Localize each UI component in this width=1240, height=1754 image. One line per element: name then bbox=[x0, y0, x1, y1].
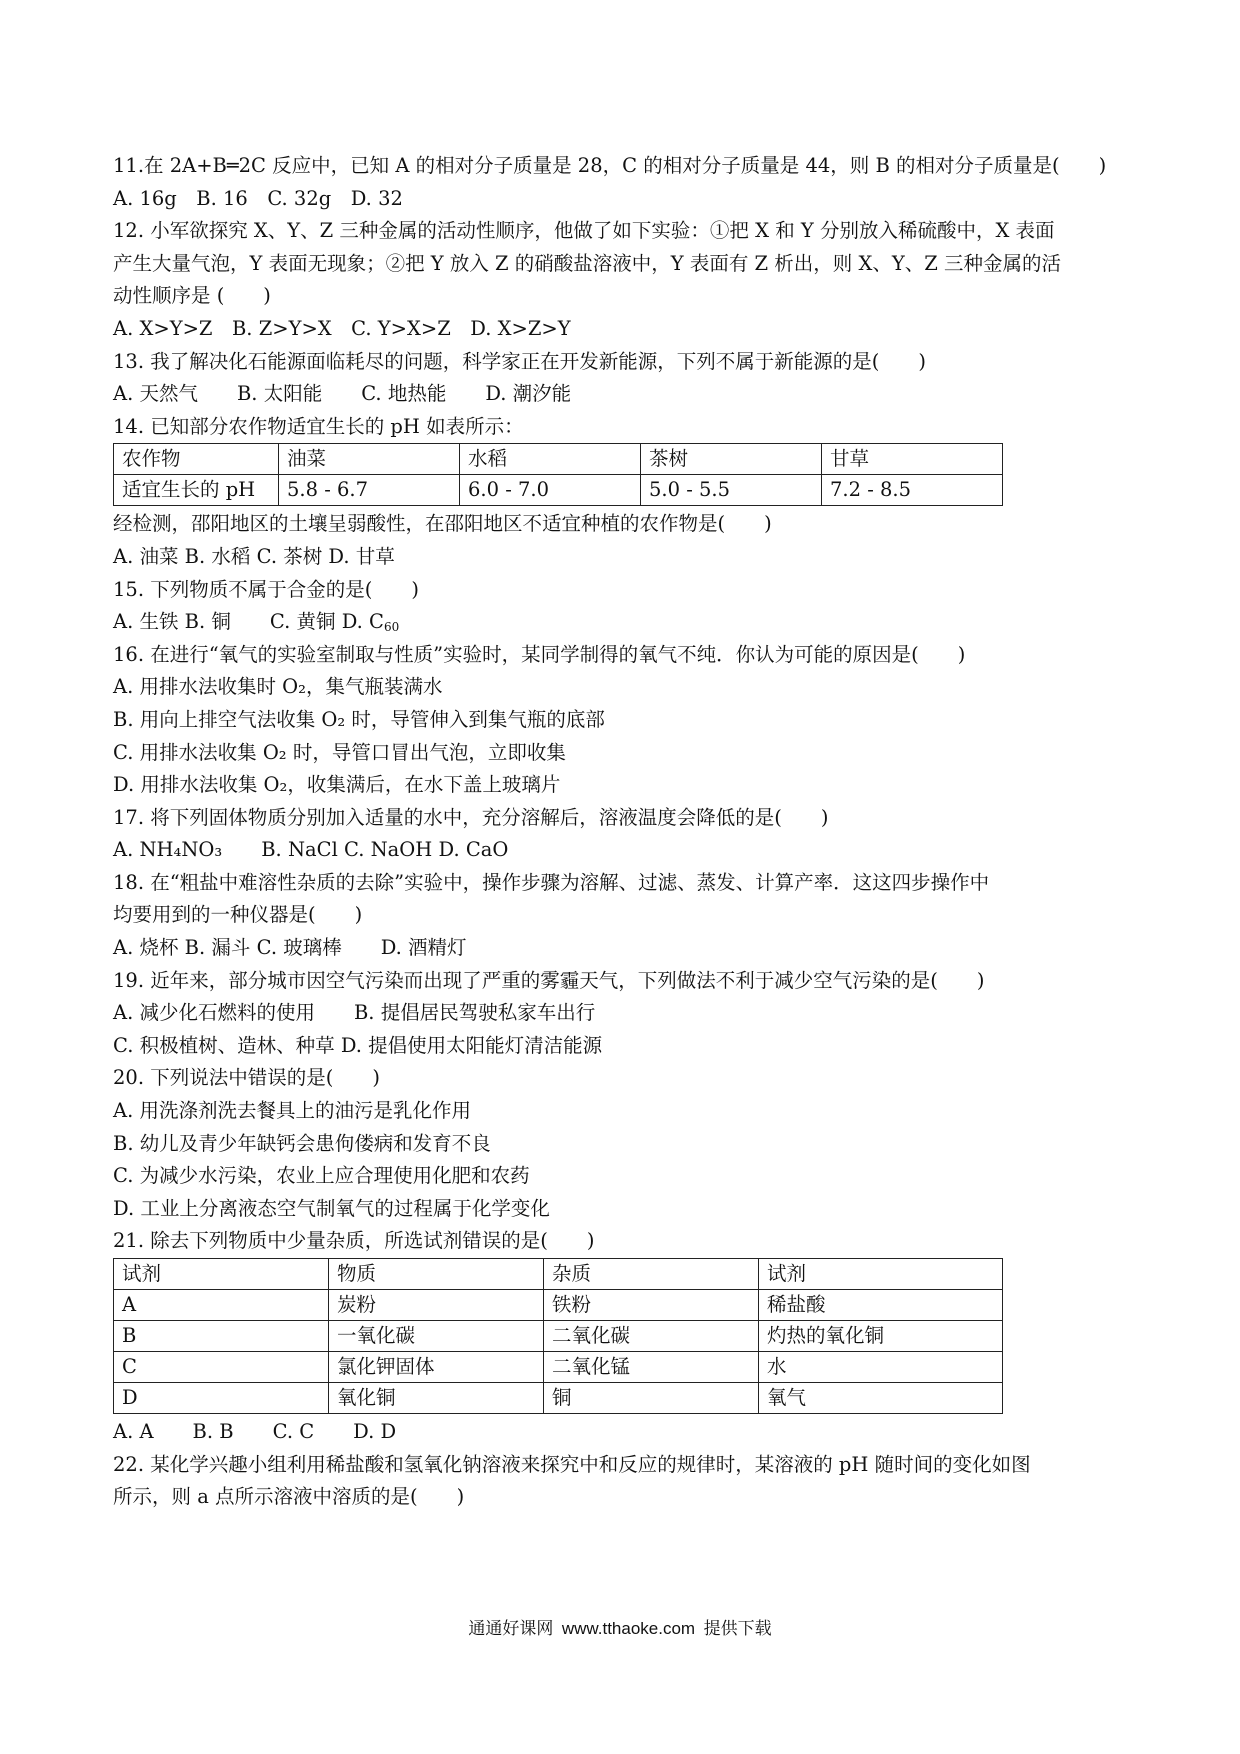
table-cell: 6.0 - 7.0 bbox=[460, 475, 641, 506]
table-row bbox=[114, 1383, 1003, 1414]
question-14-options: A. 油菜 B. 水稻 C. 茶树 D. 甘草 bbox=[113, 544, 395, 568]
question-12-stem-line-3: 动性顺序是 ( ) bbox=[113, 284, 271, 308]
question-15-options bbox=[113, 606, 1128, 639]
table-cell: 试剂 bbox=[114, 1259, 329, 1290]
question-19-stem: 19. 近年来，部分城市因空气污染而出现了严重的雾霾天气，下列做法不利于减少空气污染的是( ) bbox=[113, 968, 985, 992]
table-row bbox=[114, 1290, 1003, 1321]
table-cell: 一氧化碳 bbox=[329, 1321, 544, 1352]
question-12-stem-line-1: 12. 小军欲探究 X、Y、Z 三种金属的活动性顺序，他做了如下实验：①把 X 和 Y 分别放入稀硫酸中，X 表面 bbox=[113, 219, 1055, 243]
question-20-stem: 20. 下列说法中错误的是( ) bbox=[113, 1066, 380, 1090]
question-11-options: A. 16g B. 16 C. 32g D. 32 bbox=[113, 186, 403, 210]
table-cell: C bbox=[114, 1352, 329, 1383]
table-cell: 水 bbox=[759, 1352, 1003, 1383]
page-footer: 通通好课网 www.tthaoke.com 提供下载 bbox=[468, 1619, 772, 1638]
question-13-stem: 13. 我了解决化石能源面临耗尽的问题，科学家正在开发新能源，下列不属于新能源的是( ) bbox=[113, 349, 926, 373]
table-cell: 适宜生长的 pH bbox=[114, 475, 279, 506]
question-16-stem: 16. 在进行“氧气的实验室制取与性质”实验时，某同学制得的氧气不纯．你认为可能的原因是( ) bbox=[113, 642, 966, 666]
table-row bbox=[114, 1352, 1003, 1383]
table-cell: 铜 bbox=[544, 1383, 759, 1414]
table-cell: A bbox=[114, 1290, 329, 1321]
table-row bbox=[114, 1259, 1003, 1290]
table-cell: D bbox=[114, 1383, 329, 1414]
table-cell: 灼热的氧化铜 bbox=[759, 1321, 1003, 1352]
question-21-stem: 21. 除去下列物质中少量杂质，所选试剂错误的是( ) bbox=[113, 1229, 595, 1253]
table-cell: 氧气 bbox=[759, 1383, 1003, 1414]
table-cell: 稀盐酸 bbox=[759, 1290, 1003, 1321]
table-cell: 农作物 bbox=[114, 444, 279, 475]
table-row bbox=[114, 444, 1003, 475]
question-16-option-c: C. 用排水法收集 O₂ 时，导管口冒出气泡，立即收集 bbox=[113, 740, 566, 764]
question-17-options: A. NH₄NO₃ B. NaCl C. NaOH D. CaO bbox=[113, 838, 509, 862]
table-cell: B bbox=[114, 1321, 329, 1352]
table-cell: 油菜 bbox=[279, 444, 460, 475]
question-20-option-d: D. 工业上分离液态空气制氧气的过程属于化学变化 bbox=[113, 1196, 550, 1220]
table-cell: 氧化铜 bbox=[329, 1383, 544, 1414]
question-18-options: A. 烧杯 B. 漏斗 C. 玻璃棒 D. 酒精灯 bbox=[113, 936, 467, 960]
question-16-option-b: B. 用向上排空气法收集 O₂ 时，导管伸入到集气瓶的底部 bbox=[113, 707, 605, 731]
question-19-options-line-2: C. 积极植树、造林、种草 D. 提倡使用太阳能灯清洁能源 bbox=[113, 1033, 603, 1057]
question-20-option-c: C. 为减少水污染，农业上应合理使用化肥和农药 bbox=[113, 1164, 530, 1188]
table-cell: 5.8 - 6.7 bbox=[279, 475, 460, 506]
question-18-stem-line-1: 18. 在“粗盐中难溶性杂质的去除”实验中，操作步骤为溶解、过滤、蒸发、计算产率．这这四步操作中 bbox=[113, 870, 990, 894]
table-cell: 水稻 bbox=[460, 444, 641, 475]
question-16-option-a: A. 用排水法收集时 O₂，集气瓶装满水 bbox=[113, 675, 443, 699]
question-12-options: A. X>Y>Z B. Z>Y>X C. Y>X>Z D. X>Z>Y bbox=[113, 316, 571, 340]
crop-ph-table bbox=[113, 443, 1003, 506]
table-cell: 二氧化碳 bbox=[544, 1321, 759, 1352]
question-15-stem: 15. 下列物质不属于合金的是( ) bbox=[113, 577, 419, 601]
question-20-option-b: B. 幼儿及青少年缺钙会患佝偻病和发育不良 bbox=[113, 1131, 491, 1155]
question-15-options-text: A. 生铁 B. 铜 C. 黄铜 D. C bbox=[113, 610, 384, 634]
question-20-option-a: A. 用洗涤剂洗去餐具上的油污是乳化作用 bbox=[113, 1099, 471, 1123]
question-18-stem-line-2: 均要用到的一种仪器是( ) bbox=[113, 903, 363, 927]
question-16-option-d: D. 用排水法收集 O₂，收集满后，在水下盖上玻璃片 bbox=[113, 773, 561, 797]
question-13-options: A. 天然气 B. 太阳能 C. 地热能 D. 潮汐能 bbox=[113, 382, 572, 406]
table-cell: 5.0 - 5.5 bbox=[641, 475, 822, 506]
question-11-stem: 11.在 2A+B═2C 反应中，已知 A 的相对分子质量是 28，C 的相对分子质量是 44，则 B 的相对分子质量是( ) bbox=[113, 154, 1107, 177]
subscript-60: 60 bbox=[383, 620, 400, 635]
table-cell: 氯化钾固体 bbox=[329, 1352, 544, 1383]
impurity-table bbox=[113, 1258, 1003, 1414]
question-17-stem: 17. 将下列固体物质分别加入适量的水中，充分溶解后，溶液温度会降低的是( ) bbox=[113, 805, 829, 829]
question-14-stem: 14. 已知部分农作物适宜生长的 pH 如表所示： bbox=[113, 414, 524, 438]
table-cell: 甘草 bbox=[822, 444, 1003, 475]
table-cell: 炭粉 bbox=[329, 1290, 544, 1321]
table-row bbox=[114, 475, 1003, 506]
exam-page bbox=[113, 150, 1128, 1514]
question-22-stem-line-2: 所示，则 a 点所示溶液中溶质的是( ) bbox=[113, 1485, 465, 1509]
question-14-after: 经检测，邵阳地区的土壤呈弱酸性，在邵阳地区不适宜种植的农作物是( ) bbox=[113, 512, 772, 536]
table-cell: 7.2 - 8.5 bbox=[822, 475, 1003, 506]
table-cell: 二氧化锰 bbox=[544, 1352, 759, 1383]
table-cell: 物质 bbox=[329, 1259, 544, 1290]
table-row bbox=[114, 1321, 1003, 1352]
question-22-stem-line-1: 22. 某化学兴趣小组利用稀盐酸和氢氧化钠溶液来探究中和反应的规律时，某溶液的 pH 随时间的变化如图 bbox=[113, 1452, 1031, 1476]
table-cell: 茶树 bbox=[641, 444, 822, 475]
question-19-options-line-1: A. 减少化石燃料的使用 B. 提倡居民驾驶私家车出行 bbox=[113, 1001, 596, 1025]
question-12-stem-line-2: 产生大量气泡，Y 表面无现象；②把 Y 放入 Z 的硝酸盐溶液中，Y 表面有 Z 析出，则 X、Y、Z 三种金属的活 bbox=[113, 251, 1062, 275]
table-cell: 铁粉 bbox=[544, 1290, 759, 1321]
table-cell: 杂质 bbox=[544, 1259, 759, 1290]
table-cell: 试剂 bbox=[759, 1259, 1003, 1290]
question-21-options: A. A B. B C. C D. D bbox=[113, 1420, 397, 1443]
